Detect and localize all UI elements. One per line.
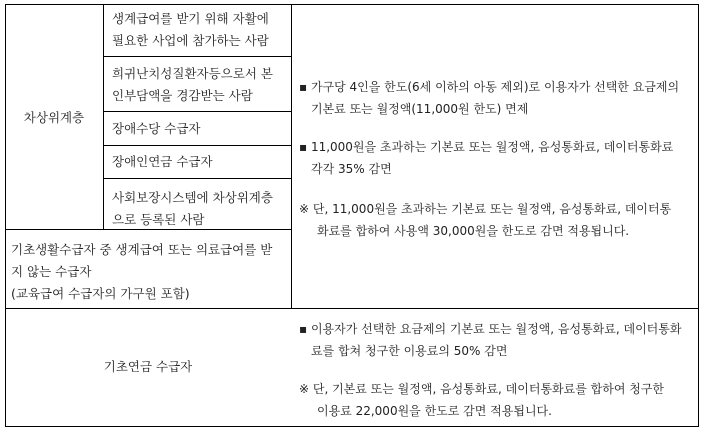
pension-label-text: 기초연금 수급자 [103, 359, 193, 374]
basic-living-cell: 기초생활수급자 중 생계급여 또는 의료급여를 받 지 않는 수급자 (교육급여 수급자의 가구원 포함) [11, 242, 273, 301]
chasangwi-label-text: 차상위계층 [23, 110, 85, 125]
sub-row-4: 장애인연금 수급자 [112, 154, 213, 169]
sub-row-3: 장애수당 수급자 [112, 121, 201, 136]
benefit-1-bullet-2: ▪ 11,000원을 초과하는 기본료 또는 월정액, 음성통화료, 데이터통화료 각각 35% 감면 [299, 140, 674, 176]
sub-row-1: 생계급여를 받기 위해 자활에 필요한 사업에 참가하는 사람 [112, 11, 269, 48]
benefit-1-note: ※ 단, 11,000원을 초과하는 기본료 또는 월정액, 음성통화료, 데이터통 화료를 합하여 사용액 30,000원을 한도로 감면 적용됩니다. [299, 202, 672, 238]
sub-row-5: 사회보장시스템에 차상위계층 으로 등록된 사람 [112, 190, 273, 227]
benefit-table [5, 4, 699, 427]
benefit-1-bullet-1: ▪ 가구당 4인을 한도(6세 이하의 아동 제외)로 이용자가 선택한 요금제의 [299, 80, 680, 94]
sub-row-2: 희귀난치성질환자등으로서 본 인부담액을 경감받는 사람 [112, 66, 273, 103]
pension-bullet-1: ▪ 이용자가 선택한 요금제의 기본료 또는 월정액, 음성통화료, 데이터통화 료를 합쳐 청구한 이용료의 50% 감면 [299, 322, 682, 358]
pension-note: ※ 단, 기본료 또는 월정액, 음성통화료, 데이터통화료를 합하여 청구한 이용료 22,000원을 한도로 감면 적용됩니다. [299, 382, 664, 418]
benefit-1-cell: ▪ 가구당 4인을 한도(6세 이하의 아동 제외)로 이용자가 선택한 요금제의 기본료 또는 월정액(11,000원 한도) 면제 [299, 76, 695, 120]
pension-label [5, 356, 291, 378]
chasangwi-label [5, 107, 103, 129]
